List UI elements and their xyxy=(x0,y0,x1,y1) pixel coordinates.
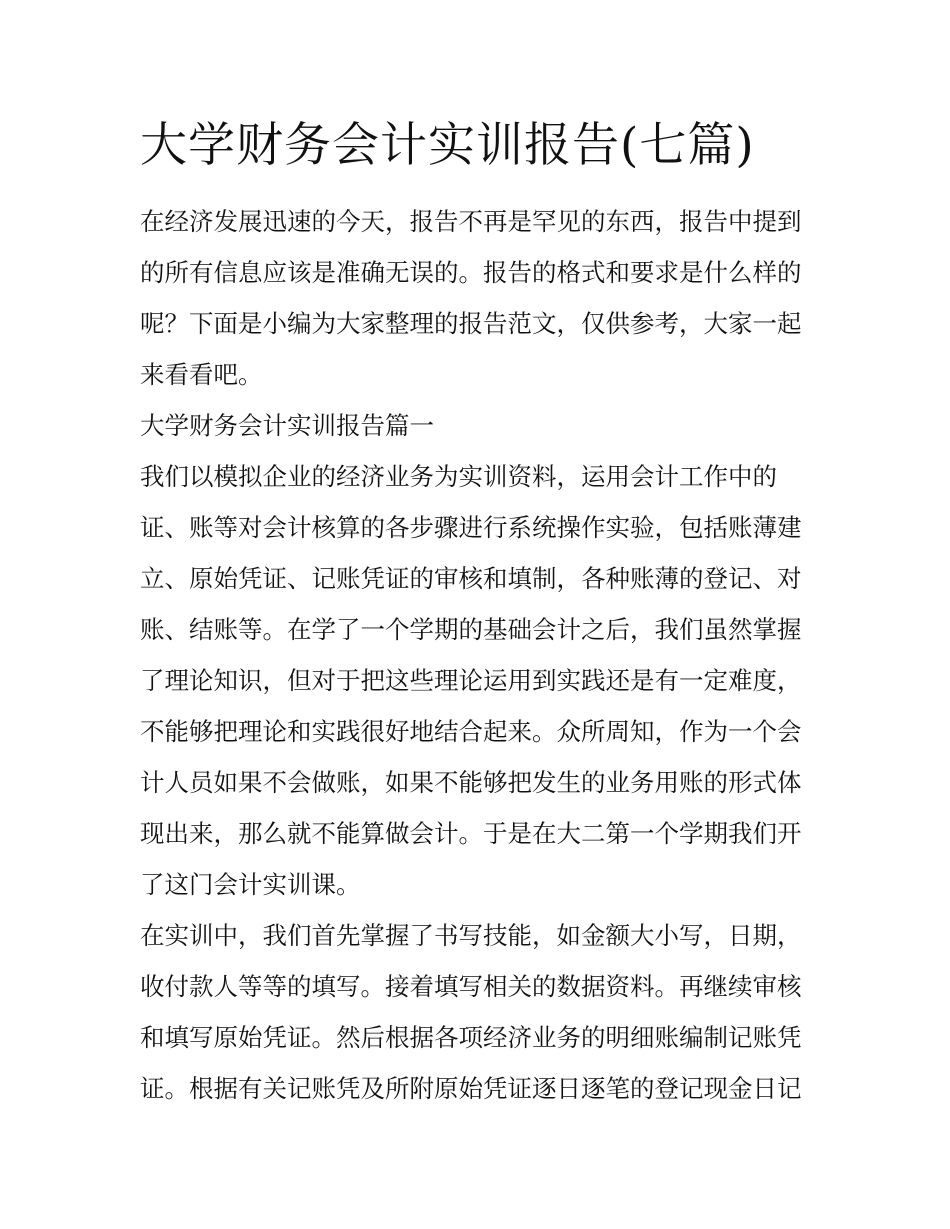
body-line: 账、结账等。在学了一个学期的基础会计之后，我们虽然掌握 xyxy=(140,615,802,644)
document-title: 大学财务会计实训报告(七篇) xyxy=(140,118,755,173)
body-line: 证、账等对会计核算的各步骤进行系统操作实验，包括账薄建 xyxy=(140,513,802,542)
body-line: 了这门会计实训课。 xyxy=(140,870,361,899)
body-line: 来看看吧。 xyxy=(140,360,263,389)
body-line: 的所有信息应该是准确无误的。报告的格式和要求是什么样的 xyxy=(140,258,802,287)
body-line: 收付款人等等的填写。接着填写相关的数据资料。再继续审核 xyxy=(140,972,802,1001)
body-line: 呢？下面是小编为大家整理的报告范文，仅供参考，大家一起 xyxy=(140,309,802,338)
section-heading: 大学财务会计实训报告篇一 xyxy=(140,411,434,440)
body-line: 计人员如果不会做账，如果不能够把发生的业务用账的形式体 xyxy=(140,768,802,797)
body-line: 现出来，那么就不能算做会计。于是在大二第一个学期我们开 xyxy=(140,819,802,848)
body-line: 不能够把理论和实践很好地结合起来。众所周知，作为一个会 xyxy=(140,717,802,746)
body-line: 了理论知识，但对于把这些理论运用到实践还是有一定难度， xyxy=(140,666,802,695)
body-line: 立、原始凭证、记账凭证的审核和填制，各种账薄的登记、对 xyxy=(140,564,802,593)
body-line: 我们以模拟企业的经济业务为实训资料，运用会计工作中的 xyxy=(140,462,777,491)
body-line: 在经济发展迅速的今天，报告不再是罕见的东西，报告中提到 xyxy=(140,207,802,236)
body-line: 证。根据有关记账凭及所附原始凭证逐日逐笔的登记现金日记 xyxy=(140,1074,802,1103)
body-line: 在实训中，我们首先掌握了书写技能，如金额大小写，日期， xyxy=(140,921,802,950)
body-line: 和填写原始凭证。然后根据各项经济业务的明细账编制记账凭 xyxy=(140,1023,802,1052)
